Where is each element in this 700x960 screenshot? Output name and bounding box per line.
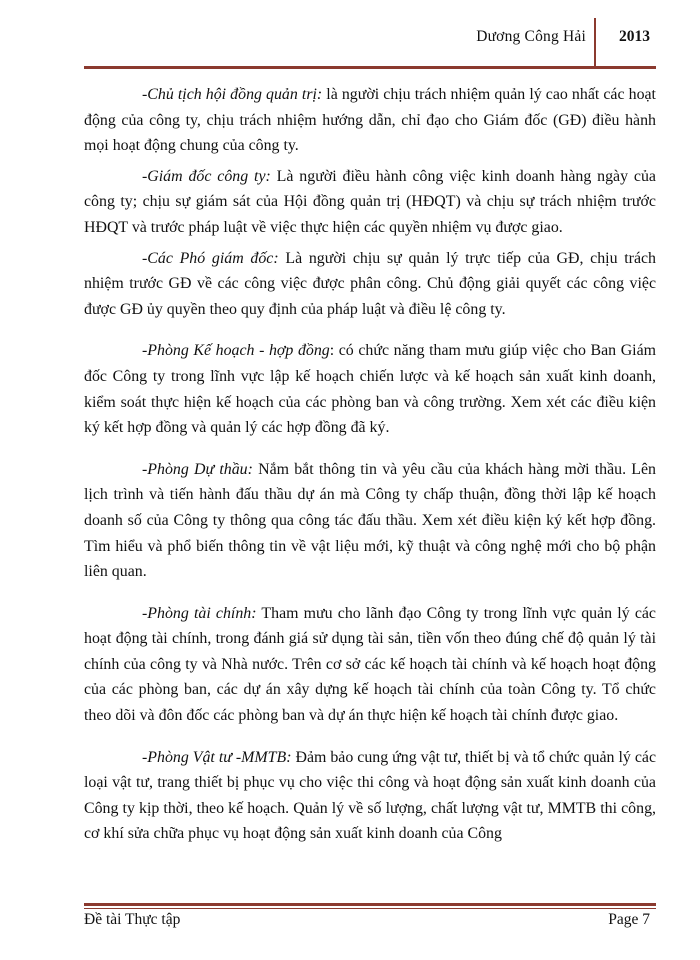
paragraph-director [84, 164, 656, 241]
paragraph-text: Nắm bắt thông tin và yêu cầu của khách hàng mời thầu. Lên lịch trình và tiến hành đấu thầu dự án mà Công ty chấp thuận, đồng thời lập kế hoạch doanh số của Công ty thông qua công tác đấu thầu. Xem xét điều kiện ký kết hợp đồng. Tìm hiểu và phổ biến thông tin về vật liệu mới, kỹ thuật và công nghệ mới cho bộ phận liên quan. [84, 460, 656, 581]
paragraph-text: Là người điều hành công việc kinh doanh hàng ngày của công ty; chịu sự giám sát của Hội đồng quản trị (HĐQT) và chịu sự trách nhiệm trước HĐQT và trước pháp luật về việc thực hiện các quyền nhiệm vụ được giao. [84, 167, 656, 236]
paragraph-lead: -Chủ tịch hội đồng quản trị: [142, 86, 323, 103]
paragraph-lead: -Phòng Vật tư -MMTB: [142, 748, 292, 766]
paragraph-planning-department [84, 338, 656, 440]
paragraph-text: Tham mưu cho lãnh đạo Công ty trong lĩnh vực quản lý các hoạt động tài chính, trong đánh giá sử dụng tài sản, tiền vốn theo đúng chế độ quản lý tài chính của công ty và Nhà nước. Trên cơ sở các kế hoạch tài chính và kế hoạch hoạt động của các phòng ban, các dự án xây dựng kế hoạch tài chính của toàn Công ty. Tổ chức theo dõi và đôn đốc các phòng ban và dự án thực hiện kế hoạch tài chính được giao. [84, 604, 656, 725]
paragraph-lead: -Giám đốc công ty: [142, 167, 271, 185]
page-body [84, 82, 656, 847]
paragraph-vice-directors [84, 246, 656, 323]
footer-rule [84, 903, 656, 906]
paragraph-text: là người chịu trách nhiệm quản lý cao nhất các hoạt động của công ty, chịu trách nhiệm hướng dẫn, chỉ đạo cho Giám đốc (GĐ) điều hành mọi hoạt động chung của công ty. [84, 86, 656, 155]
paragraph-lead: -Các Phó giám đốc: [142, 249, 279, 267]
paragraph-lead: -Phòng Dự thầu: [142, 460, 253, 478]
paragraph-text: Đảm bảo cung ứng vật tư, thiết bị và tổ chức quản lý các loại vật tư, trang thiết bị phục vụ cho việc thi công và hoạt động sản xuất kinh doanh của Công ty kịp thời, theo kế hoạch. Quản lý về số lượng, chất lượng vật tư, MMTB thi công, cơ khí sửa chữa phục vụ hoạt động sản xuất kinh doanh của Công [84, 748, 656, 843]
paragraph-text: : có chức năng tham mưu giúp việc cho Ban Giám đốc Công ty trong lĩnh vực lập kế hoạch chiến lược và kế hoạch sản xuất kinh doanh, kiểm soát thực hiện kế hoạch của các phòng ban và công trường. Xem xét các điều kiện ký kết hợp đồng và quản lý các hợp đồng đã ký. [84, 342, 656, 437]
footer-title: Đề tài Thực tập [84, 911, 181, 928]
paragraph-lead: -Phòng Kế hoạch - hợp đồng [142, 342, 330, 360]
footer-rule-thin [84, 908, 656, 909]
paragraph-bidding-department [84, 457, 656, 585]
paragraph-lead: -Phòng tài chính: [142, 604, 257, 622]
page-footer [84, 903, 656, 943]
paragraph-finance-department [84, 601, 656, 729]
paragraph-materials-department [84, 745, 656, 847]
page-header [84, 18, 656, 69]
header-year: 2013 [619, 28, 650, 45]
header-author: Dương Công Hải [476, 28, 586, 45]
paragraph-text: Là người chịu sự quản lý trực tiếp của GĐ, chịu trách nhiệm trước GĐ về các công việc được phân công. Chủ động giải quyết các công việc được GĐ ủy quyền theo quy định của pháp luật và điều lệ công ty. [84, 249, 657, 318]
page-number: Page 7 [608, 911, 650, 928]
header-separator [594, 18, 596, 66]
paragraph-chairman [84, 82, 656, 159]
